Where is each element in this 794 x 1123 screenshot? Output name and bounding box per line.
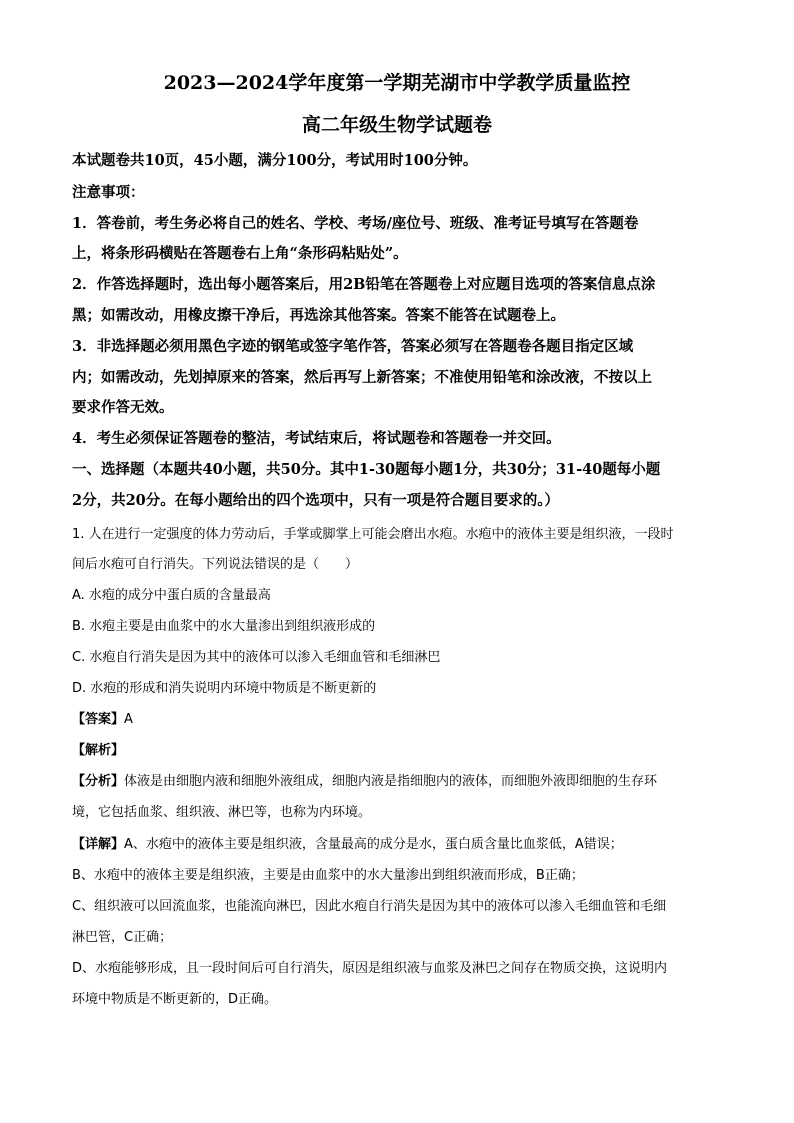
xiangjie-tag: 【详解】	[72, 837, 125, 852]
section-heading: 一、选择题（本题共40小题，共50分。其中1-30题每小题1分，共30分；31-40题每小题	[72, 461, 661, 478]
fenxi-text: 体液是由细胞内液和细胞外液组成，细胞内液是指细胞内的液体，而细胞外液即细胞的生存环	[124, 774, 658, 789]
notice-line: 黑；如需改动，用橡皮擦干净后，再选涂其他答案。答案不能答在试题卷上。	[72, 307, 565, 324]
exam-summary: 本试题卷共10页，45小题，满分100分，考试用时100分钟。	[72, 152, 478, 169]
xiangjie-text: C、组织液可以回流血浆，也能流向淋巴，因此水疱自行消失是因为其中的液体可以渗入毛细血管和毛细	[72, 899, 667, 914]
exam-subtitle: 高二年级生物学试题卷	[301, 114, 492, 136]
option-b: B. 水疱主要是由血浆中的水大量渗出到组织液形成的	[72, 619, 376, 634]
xiangjie-text: 淋巴管，C正确；	[72, 930, 173, 945]
section-heading: 2分，共20分。在每小题给出的四个选项中，只有一项是符合题目要求的。）	[72, 492, 560, 509]
answer-value: A	[124, 712, 133, 727]
notice-line: 内；如需改动，先划掉原来的答案，然后再写上新答案；不准使用铅笔和涂改液，不按以上	[72, 369, 652, 386]
option-c: C. 水疱自行消失是因为其中的液体可以渗入毛细血管和毛细淋巴	[72, 650, 441, 665]
question-stem: 1. 人在进行一定强度的体力劳动后，手掌或脚掌上可能会磨出水疱。水疱中的液体主要是组织液，一段时	[72, 527, 674, 542]
notice-line: 上，将条形码横贴在答题卷右上角“条形码粘贴处”。	[72, 245, 408, 262]
exam-title: 2023—2024学年度第一学期芜湖市中学教学质量监控	[163, 72, 631, 94]
notice-line: 4．考生必须保证答题卷的整洁，考试结束后，将试题卷和答题卷一并交回。	[72, 430, 561, 447]
notice-line: 2．作答选择题时，选出每小题答案后，用2B铅笔在答题卷上对应题目选项的答案信息点涂	[72, 276, 656, 293]
question-stem: 间后水疱可自行消失。下列说法错误的是（ ）	[72, 557, 359, 572]
notice-line: 要求作答无效。	[72, 399, 174, 416]
fenxi-tag: 【分析】	[72, 774, 125, 789]
option-d: D. 水疱的形成和消失说明内环境中物质是不断更新的	[72, 681, 377, 696]
answer-line	[72, 709, 133, 731]
option-a: A. 水疱的成分中蛋白质的含量最高	[72, 588, 271, 603]
xiangjie-text: B、水疱中的液体主要是组织液，主要是由血浆中的水大量渗出到组织液而形成，B正确；	[72, 868, 584, 883]
notice-line: 3．非选择题必须用黑色字迹的钢笔或签字笔作答，答案必须写在答题卷各题目指定区域	[72, 338, 634, 355]
xiangjie-text: D、水疱能够形成，且一段时间后可自行消失，原因是组织液与血浆及淋巴之间存在物质交换，这说明内	[72, 961, 668, 976]
answer-tag: 【答案】	[72, 712, 125, 727]
xiangjie-line	[72, 834, 623, 856]
analysis-tag: 【解析】	[72, 743, 125, 758]
notice-line: 1．答卷前，考生务必将自己的姓名、学校、考场/座位号、班级、准考证号填写在答题卷	[72, 215, 639, 232]
fenxi-text: 境，它包括血浆、组织液、淋巴等，也称为内环境。	[72, 805, 372, 820]
xiangjie-text: A、水疱中的液体主要是组织液，含量最高的成分是水，蛋白质含量比血浆低，A错误；	[124, 837, 623, 852]
xiangjie-text: 环境中物质是不断更新的，D正确。	[72, 992, 278, 1007]
fenxi-line	[72, 771, 657, 793]
notice-heading: 注意事项：	[72, 184, 145, 201]
